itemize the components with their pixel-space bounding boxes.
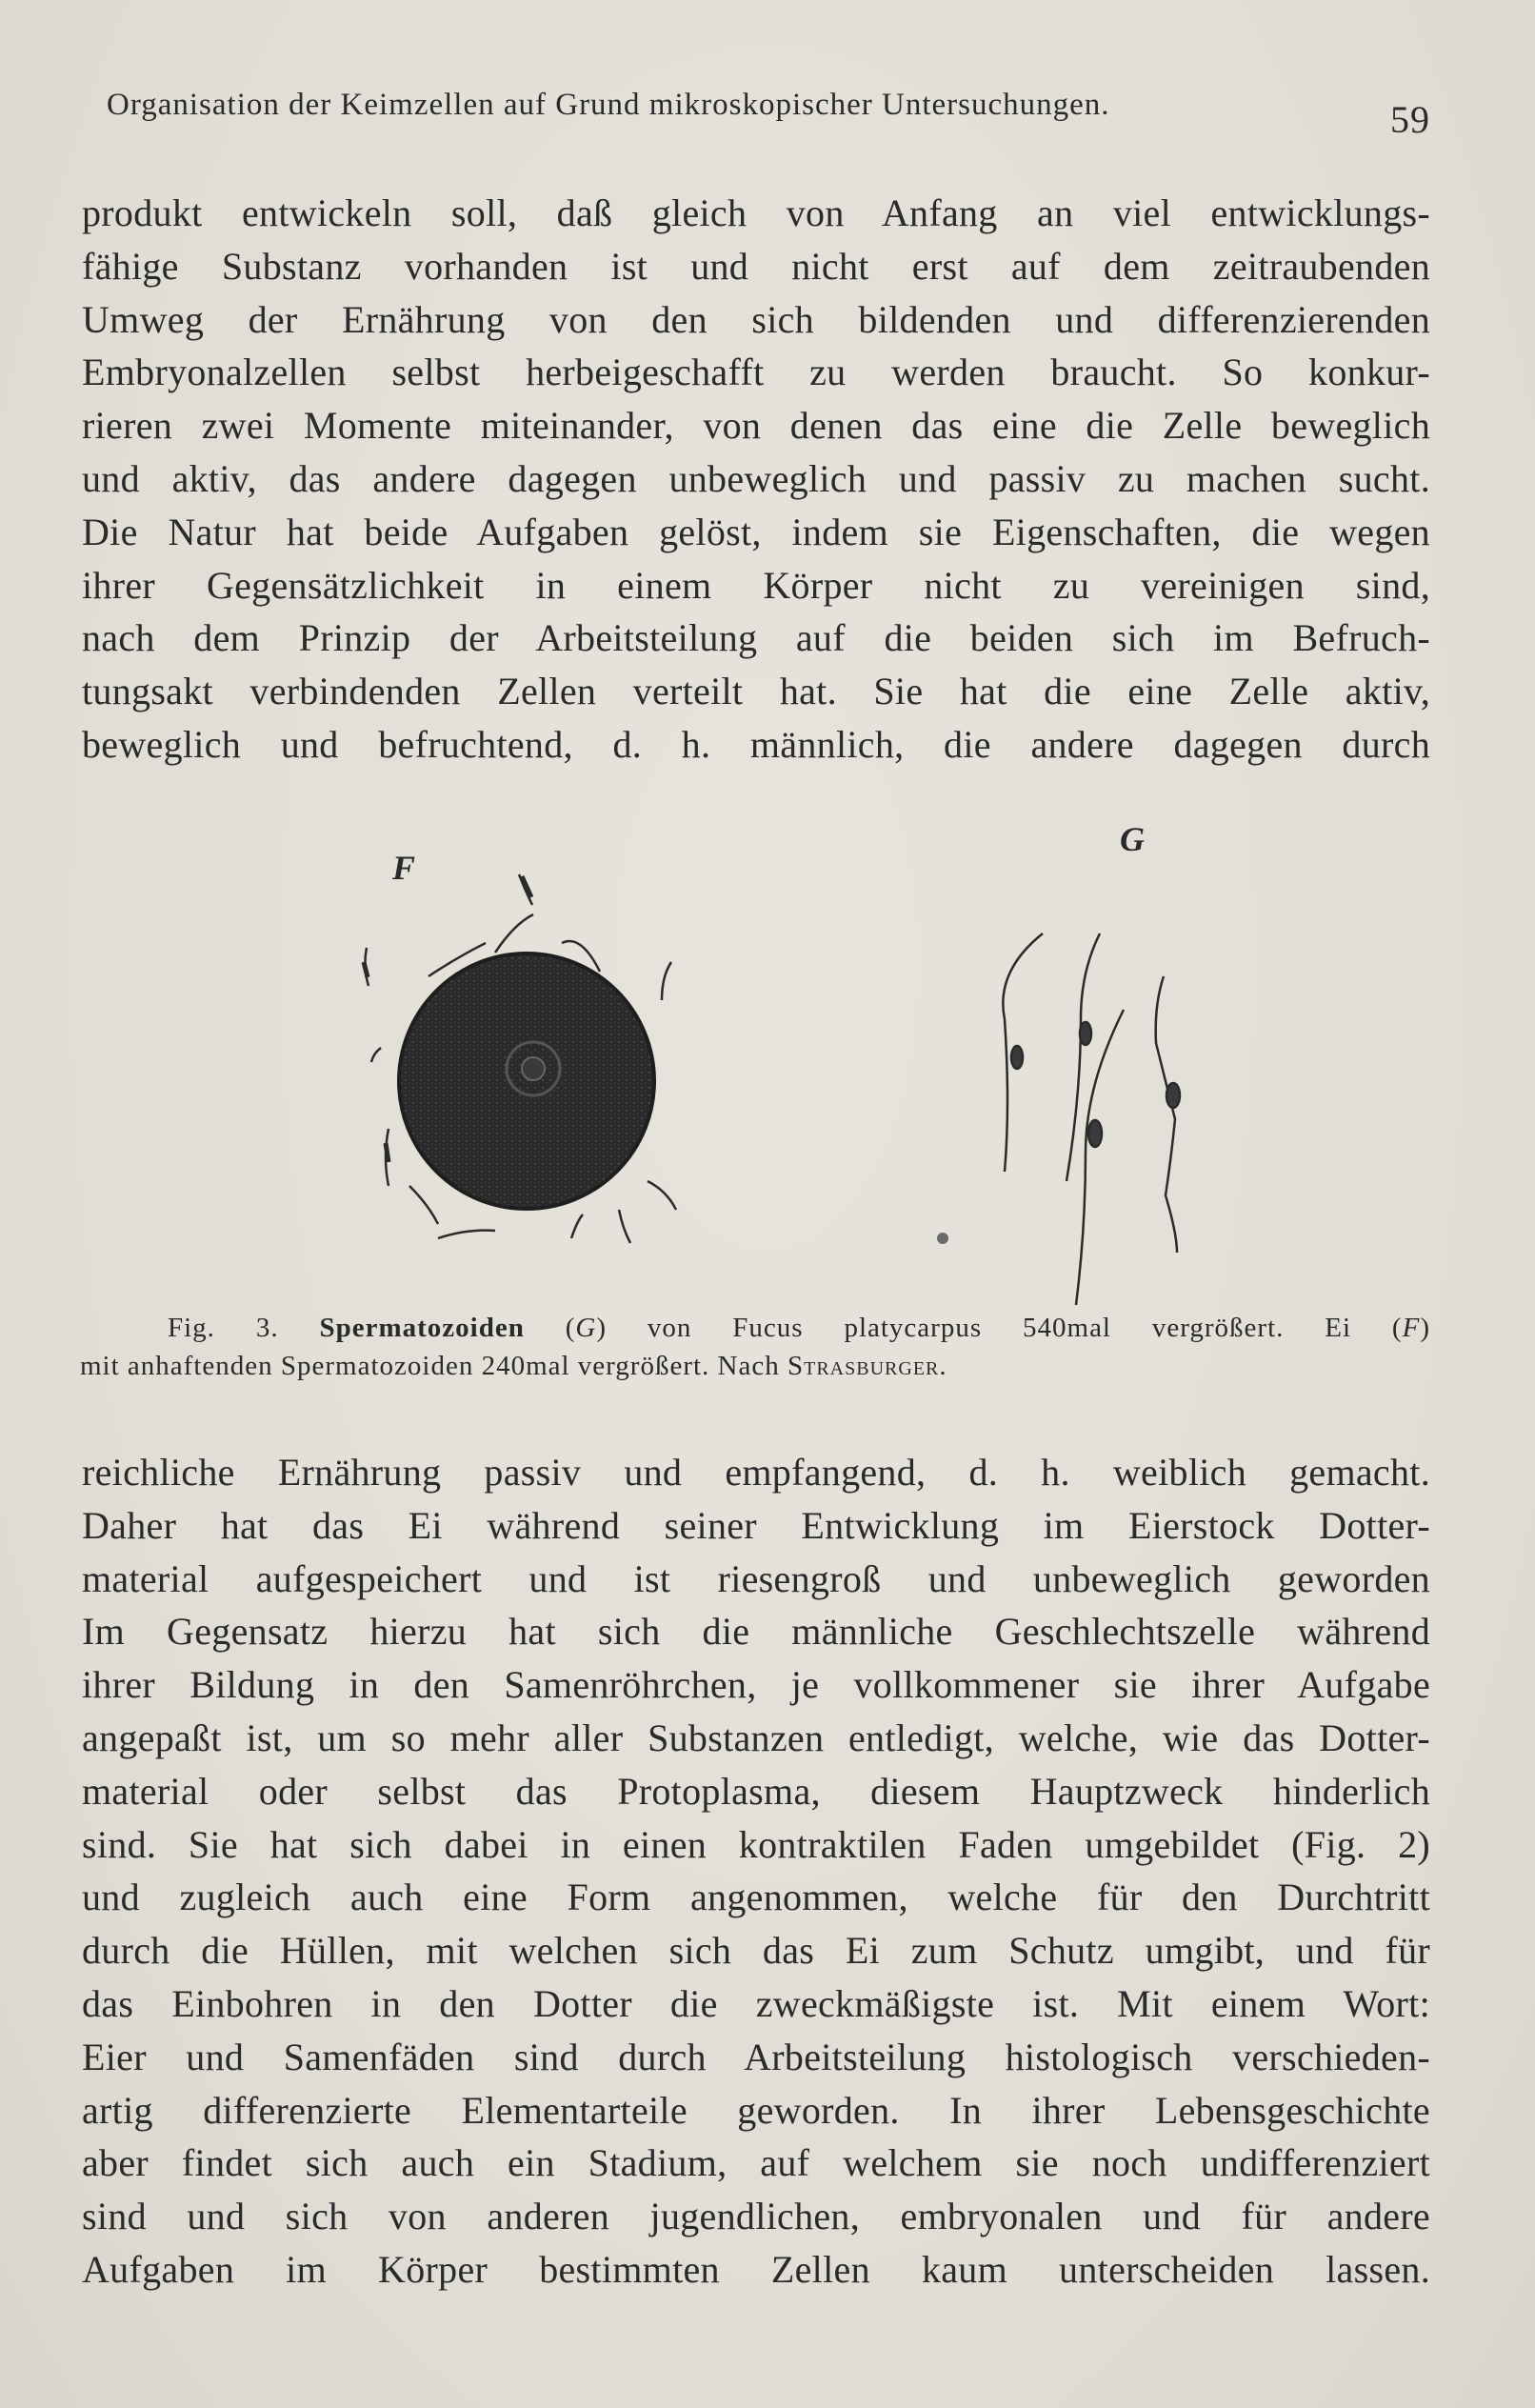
page-number: 59 <box>1390 98 1430 141</box>
text-line: Eier und Samenfäden sind durch Arbeitsteilung histologisch verschieden- <box>82 2035 1430 2078</box>
header-title: Organisation der Keimzellen auf Grund mikroskopischer Untersuchungen. <box>107 88 1110 122</box>
text-line: fähige Substanz vorhanden ist und nicht erst auf dem zeitraubenden <box>82 244 1430 288</box>
text-line: und zugleich auch eine Form angenommen, welche für den Durchtritt <box>82 1876 1430 1919</box>
text-line: Im Gegensatz hierzu hat sich die männliche Geschlechtszelle während <box>82 1610 1430 1654</box>
text-line: sind. Sie hat sich dabei in einen kontraktilen Faden umgebildet (Fig. 2) <box>82 1822 1430 1866</box>
egg-cell-drawing <box>399 953 654 1209</box>
text-line: beweglich und befruchtend, d. h. männlich, die andere dagegen durch <box>82 722 1430 766</box>
text-line: nach dem Prinzip der Arbeitsteilung auf die beiden sich im Befruch- <box>82 616 1430 660</box>
figure-illustration <box>343 819 1447 1314</box>
spermatozoid-g-drawings <box>937 933 1180 1305</box>
caption-label-g: G <box>575 1313 597 1343</box>
figure-label-f: F <box>392 849 416 887</box>
figure-label-g: G <box>1120 820 1145 858</box>
text-line: aber findet sich auch ein Stadium, auf welchem sie noch undifferenziert <box>82 2141 1430 2185</box>
caption-author: Strasburger. <box>787 1351 947 1381</box>
text-line: Die Natur hat beide Aufgaben gelöst, indem sie Eigenschaften, die wegen <box>82 510 1430 553</box>
text-line: angepaßt ist, um so mehr aller Substanzen entledigt, welche, wie das Dotter- <box>82 1716 1430 1759</box>
figure-3 <box>343 819 1447 1314</box>
caption-line-2 <box>80 1347 1430 1385</box>
caption-line-1: Fig. 3. Spermatozoiden (G) von Fucus platycarpus 540mal vergrößert. Ei (F) <box>168 1313 1430 1343</box>
caption-fig-number: Fig. 3. <box>168 1313 279 1343</box>
text-line: reichliche Ernährung passiv und empfangend, d. h. weiblich gemacht. <box>82 1451 1430 1494</box>
figure-caption <box>80 1309 1430 1385</box>
text-line: ihrer Gegensätzlichkeit in einem Körper nicht zu vereinigen sind, <box>82 563 1430 607</box>
caption-text-2: mit anhaftenden Spermatozoiden 240mal vergrößert. Nach <box>80 1351 780 1381</box>
paragraph-top <box>82 187 1430 772</box>
text-line: und aktiv, das andere dagegen unbeweglich und passiv zu machen sucht. <box>82 456 1430 500</box>
text-line: Aufgaben im Körper bestimmten Zellen kaum unterscheiden lassen. <box>82 2247 1430 2291</box>
text-line: artig differenzierte Elementarteile geworden. In ihrer Lebensgeschichte <box>82 2088 1430 2132</box>
text-line: durch die Hüllen, mit welchen sich das Ei zum Schutz umgibt, und für <box>82 1929 1430 1973</box>
text-line: material oder selbst das Protoplasma, diesem Hauptzweck hinderlich <box>82 1769 1430 1813</box>
text-line: rieren zwei Momente miteinander, von denen das eine die Zelle beweglich <box>82 404 1430 448</box>
text-line: Umweg der Ernährung von den sich bildenden und differenzierenden <box>82 297 1430 341</box>
paragraph-bottom <box>82 1446 1430 2297</box>
caption-title: Spermatozoiden <box>319 1313 525 1343</box>
text-line: ihrer Bildung in den Samenröhrchen, je vollkommener sie ihrer Aufgabe <box>82 1663 1430 1707</box>
text-line: tungsakt verbindenden Zellen verteilt hat. Sie hat die eine Zelle aktiv, <box>82 670 1430 713</box>
text-line: das Einbohren in den Dotter die zweckmäßigste ist. Mit einem Wort: <box>82 1981 1430 2025</box>
text-line: sind und sich von anderen jugendlichen, embryonalen und für andere <box>82 2195 1430 2238</box>
text-line: material aufgespeichert und ist riesengroß und unbeweglich geworden <box>82 1556 1430 1600</box>
caption-text-1: von Fucus platycarpus 540mal vergrößert. Ei <box>647 1313 1352 1343</box>
caption-label-f: F <box>1402 1313 1421 1343</box>
text-line: Daher hat das Ei während seiner Entwicklung im Eierstock Dotter- <box>82 1503 1430 1547</box>
text-line: Embryonalzellen selbst herbeigeschafft zu werden braucht. So konkur- <box>82 351 1430 394</box>
text-line: produkt entwickeln soll, daß gleich von Anfang an viel entwicklungs- <box>82 191 1430 234</box>
